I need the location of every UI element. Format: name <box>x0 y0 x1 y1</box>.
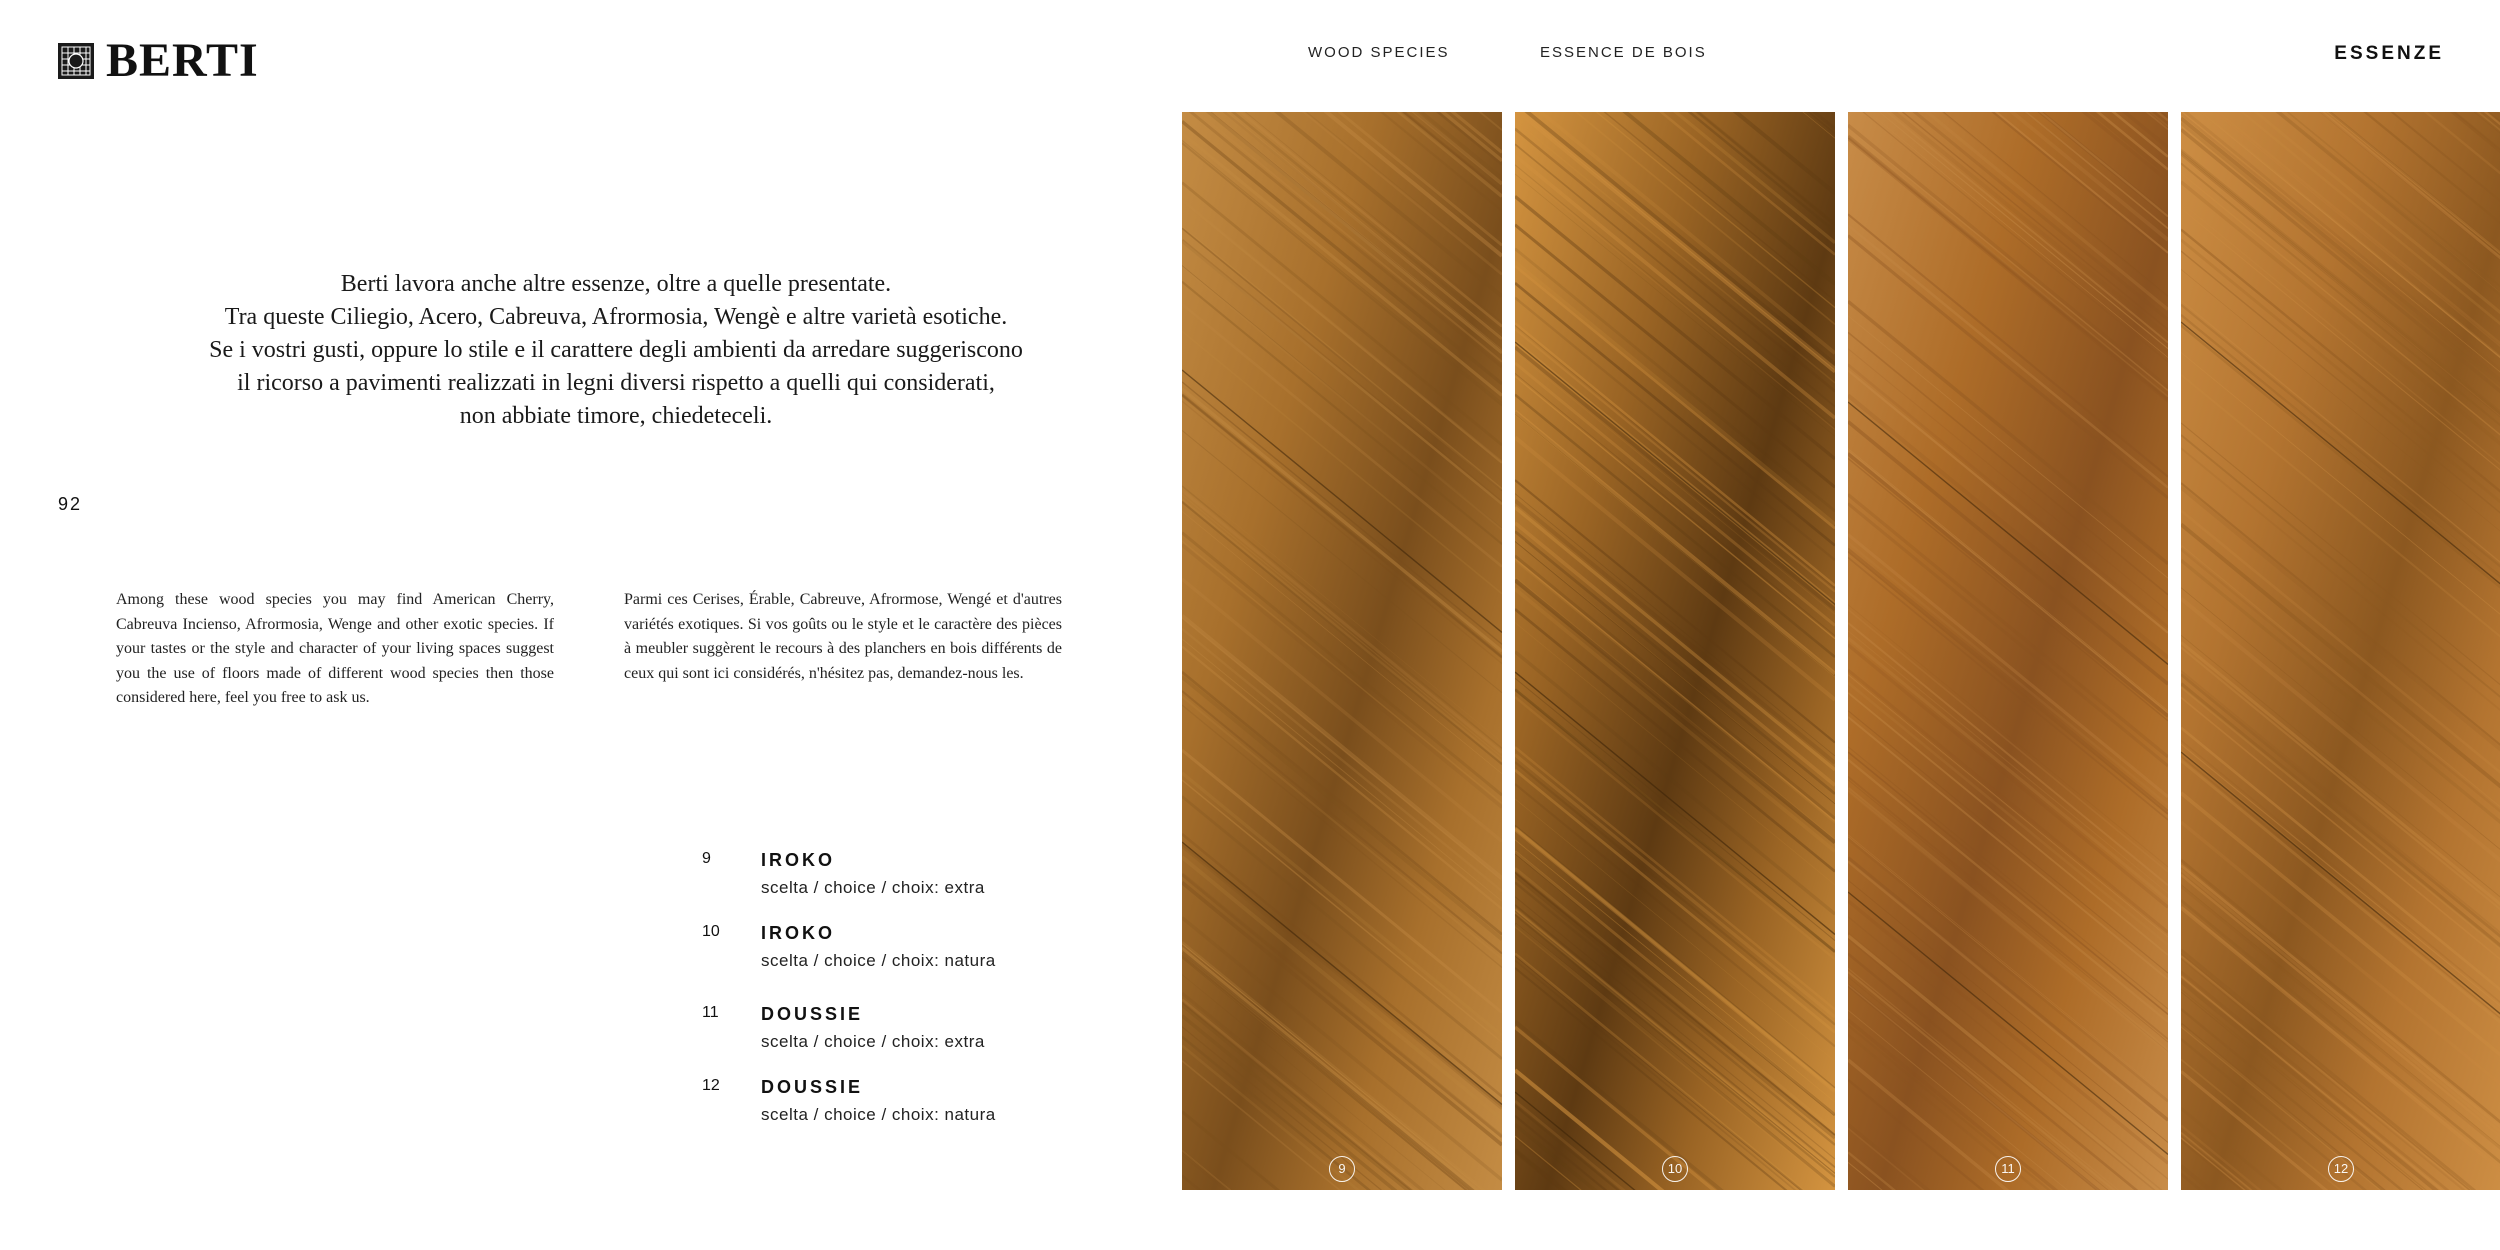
intro-line: Tra queste Ciliegio, Acero, Cabreuva, Afrormosia, Wengè e altre varietà esotiche. <box>224 304 1008 330</box>
sample-number-badge: 10 <box>1662 1156 1688 1182</box>
species-item-12 <box>702 1077 1122 1137</box>
species-number: 12 <box>702 1077 720 1094</box>
intro-line: il ricorso a pavimenti realizzati in legni diversi rispetto a quelli qui considerati, <box>237 370 995 396</box>
brand-name: BERTI <box>106 34 259 87</box>
species-name: IROKO <box>761 850 836 870</box>
species-choice: scelta / choice / choix: natura <box>761 1105 996 1124</box>
wood-grain-image <box>1182 112 1502 1190</box>
intro-text <box>160 268 1072 433</box>
species-choice: scelta / choice / choix: natura <box>761 951 996 970</box>
nav-wood-species[interactable]: WOOD SPECIES <box>1308 44 1450 61</box>
sample-number-badge: 12 <box>2328 1156 2354 1182</box>
intro-line: non abbiate timore, chiedeteceli. <box>459 403 773 429</box>
intro-line: Berti lavora anche altre essenze, oltre a quelle presentate. <box>340 271 892 297</box>
french-description: Parmi ces Cerises, Érable, Cabreuve, Afrormose, Wengé et d'autres variétés exotiques. Si vos goûts ou le style et le caractère des pièces à meubler suggèrent le recours à des planchers en bois différents de ceux qui sont ici considérés, n'hésitez pas, demandez-nous les. <box>624 591 1062 682</box>
english-description: Among these wood species you may find American Cherry, Cabreuva Incienso, Afrormosia, Wenge and other exotic species. If your tastes or the style and character of your living spaces suggest you the use of floors made of different wood species then those considered here, feel you free to ask us. <box>116 591 554 706</box>
species-number: 10 <box>702 923 720 940</box>
sample-number-badge: 9 <box>1329 1156 1355 1182</box>
page-number: 92 <box>58 494 83 514</box>
species-item-11 <box>702 1004 1122 1064</box>
intro-line: Se i vostri gusti, oppure lo stile e il carattere degli ambienti da arredare suggeriscono <box>209 337 1023 363</box>
species-item-9 <box>702 850 1122 910</box>
species-number: 9 <box>702 850 711 867</box>
brand-logo[interactable] <box>58 36 259 86</box>
species-name: IROKO <box>761 923 836 943</box>
species-number: 11 <box>702 1004 719 1021</box>
wood-grain-image <box>1848 112 2168 1190</box>
species-item-10 <box>702 923 1122 983</box>
wood-grain-image <box>1515 112 1835 1190</box>
species-choice: scelta / choice / choix: extra <box>761 1032 985 1051</box>
section-title: ESSENZE <box>2334 43 2444 64</box>
species-name: DOUSSIE <box>761 1004 864 1024</box>
sample-number-badge: 11 <box>1995 1156 2021 1182</box>
wood-sample-doussie-natura <box>2181 112 2500 1190</box>
wood-sample-iroko-extra <box>1182 112 1502 1190</box>
berti-grid-logo-icon <box>58 43 94 79</box>
wood-grain-image <box>2181 112 2500 1190</box>
nav-essence-de-bois[interactable]: ESSENCE DE BOIS <box>1540 44 1707 61</box>
wood-sample-doussie-extra <box>1848 112 2168 1190</box>
species-choice: scelta / choice / choix: extra <box>761 878 985 897</box>
species-name: DOUSSIE <box>761 1077 864 1097</box>
wood-sample-iroko-natura <box>1515 112 1835 1190</box>
